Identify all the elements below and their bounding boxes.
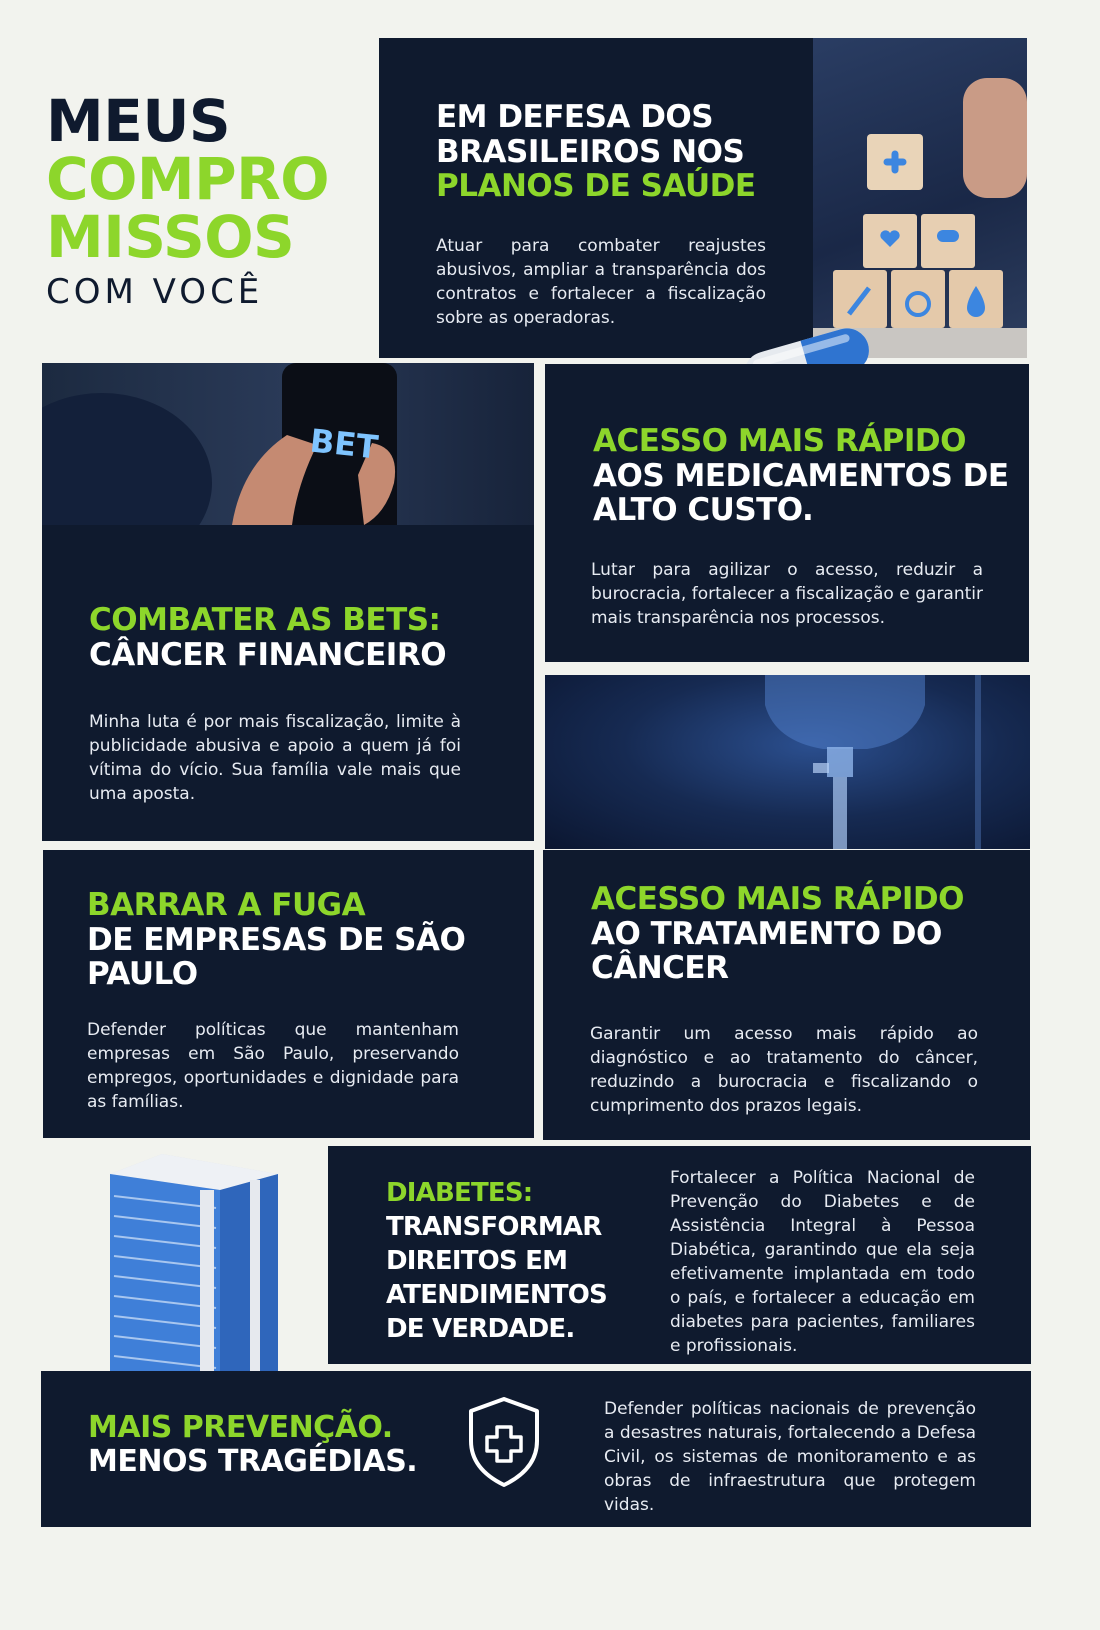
card-empresas-title-white: DE EMPRESAS DE SÃO PAULO [87,921,466,993]
card-bets-title-green: COMBATER AS BETS: [89,602,441,638]
header-line-2: COMPRO [46,145,330,213]
card-prevencao-text: Defender políticas nacionais de prevenção a desastres naturais, fortalecendo a Defesa Civil, os sistemas de monitoramento e as obras de infraestrutura que protegem vidas. [604,1399,976,1515]
card-cancer-title-green: ACESSO MAIS RÁPIDO [591,881,965,917]
card-prevencao-title-green: MAIS PREVENÇÃO. [88,1410,393,1445]
card-cancer-text: Garantir um acesso mais rápido ao diagnóstico e ao tratamento do câncer, reduzindo a burocracia e fiscalizando o cumprimento dos prazos legais. [590,1024,978,1116]
card-diabetes-text: Fortalecer a Política Nacional de Prevenção do Diabetes e de Assistência Integral à Pessoa Diabética, garantindo que ela seja efetivamente implantada em todo o país, e fortalecer a educação em diabetes para pacientes, familiares e profissionais. [670,1168,975,1356]
card-cancer-title-white: AO TRATAMENTO DO CÂNCER [591,915,942,987]
card-medicamentos-text: Lutar para agilizar o acesso, reduzir a burocracia, fortalecer a fiscalização e garantir mais transparência nos processos. [591,560,983,628]
card-medicamentos-title-white: AOS MEDICAMENTOS DE ALTO CUSTO. [593,457,1009,529]
card-saude-title-green: PLANOS DE SAÚDE [436,168,756,205]
card-planos-saude [379,38,1027,358]
card-saude-text: Atuar para combater reajustes abusivos, ampliar a transparência dos contratos e fortalecer a fiscalização sobre as operadoras. [436,236,766,328]
card-prevencao [41,1371,1031,1527]
card-medicamentos-title-green: ACESSO MAIS RÁPIDO [593,423,967,459]
card-prevencao-title-white: MENOS TRAGÉDIAS. [88,1443,418,1479]
card-empresas-text: Defender políticas que mantenham empresas em São Paulo, preservando empregos, oportunidades e dignidade para as famílias. [87,1020,459,1112]
card-cancer [543,850,1030,1140]
card-empresas [43,850,534,1138]
iv-bag-icon [545,675,1030,849]
card-diabetes [328,1146,1031,1364]
card-diabetes-title-white: TRANSFORMAR DIREITOS EM ATENDIMENTOS DE VERDADE. [386,1212,607,1344]
card-bets [42,363,534,841]
card-medicamentos [545,364,1029,662]
phone-bet-icon [42,363,534,525]
phone-bet-label: BET [308,421,380,467]
header-title [46,87,366,312]
header-line-4: COM VOCÊ [46,272,264,312]
card-bets-title-white: CÂNCER FINANCEIRO [89,636,447,673]
building-icon [100,1152,290,1374]
medical-cubes-icon [813,38,1027,358]
header-line-3: MISSOS [46,203,295,271]
header-line-1: MEUS [46,87,231,155]
card-bets-text: Minha luta é por mais fiscalização, limite à publicidade abusiva e apoio a quem já foi vítima do vício. Sua família vale mais que uma aposta. [89,712,461,804]
card-empresas-title-green: BARRAR A FUGA [87,887,366,923]
shield-cross-icon [467,1395,541,1489]
card-diabetes-title-green: DIABETES: [386,1178,533,1208]
card-saude-title-white: EM DEFESA DOS BRASILEIROS NOS [436,99,745,170]
